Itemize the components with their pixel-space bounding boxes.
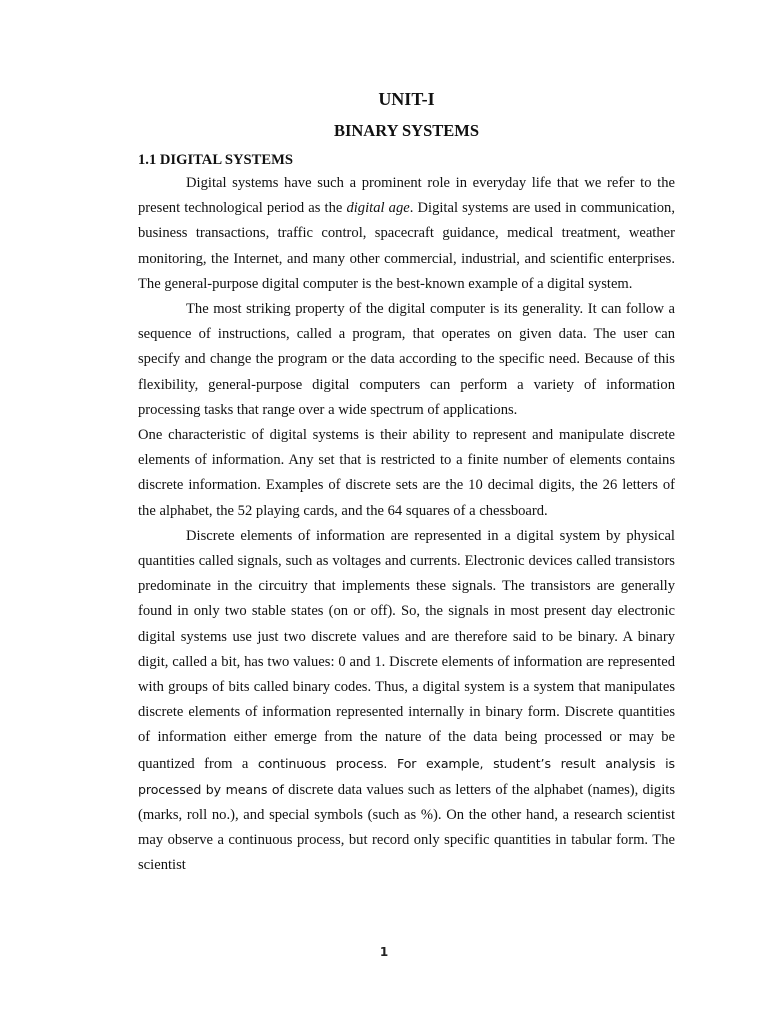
paragraph-text: . Digital systems are used in communication, business transactions, traffic control, spacecraft guidance, medical treatment, weather monitoring, the Internet, and many other commercial, industrial, and scientific enterprises. The general-purpose digital computer is the best-known example of a digital system. bbox=[138, 200, 675, 292]
page-content bbox=[138, 88, 675, 879]
paragraph-text-sans: continuous process. For example, student’s result analysis is processed by means of bbox=[138, 755, 675, 797]
paragraph-text: Discrete elements of information are represented in a digital system by physical quantities called signals, such as voltages and currents. Electronic devices called transistors predominate in the circuitry that implements these signals. The transistors are generally found in only two stable states (on or off). So, the signals in most present day electronic digital systems use just two discrete values and are therefore said to be binary. A binary digit, called a bit, has two values: 0 and 1. Discrete elements of information are represented with groups of bits called binary codes. Thus, a digital system is a system that manipulates discrete elements of information represented internally in binary form. Discrete quantities of information either emerge from the nature of the data being processed or may be quantized from a bbox=[138, 527, 675, 772]
page-number: 1 bbox=[379, 945, 389, 959]
emphasized-term: digital age bbox=[346, 200, 410, 217]
paragraph-discrete-elements: One characteristic of digital systems is their ability to represent and manipulate discrete elements of information. Any set that is restricted to a finite number of elements contains discrete information. Examples of discrete sets are the 10 decimal digits, the 26 letters of the alphabet, the 52 playing cards, and the 64 squares of a chessboard. bbox=[138, 427, 675, 519]
paragraph-digital-systems-intro bbox=[138, 171, 675, 297]
section-heading: 1.1 DIGITAL SYSTEMS bbox=[138, 152, 294, 168]
paragraph-generality: The most striking property of the digital computer is its generality. It can follow a sequence of instructions, called a program, that operates on given data. The user can specify and change the program or the data according to the specific need. Because of this flexibility, general-purpose digital computers can perform a variety of information processing tasks that range over a wide spectrum of applications. bbox=[138, 301, 675, 418]
paragraph-signals-binary bbox=[138, 524, 675, 879]
paragraph-text: discrete data values such as letters of the alphabet (names), digits (marks, roll no.), and special symbols (such as %). On the other hand, a research scientist may observe a continuous process, but record only specific quantities in tabular form. The scientist bbox=[138, 781, 675, 874]
chapter-title: BINARY SYSTEMS bbox=[333, 121, 480, 140]
paragraph-text: Digital systems have such a prominent role in everyday life that we refer to the present technological period as the bbox=[138, 175, 675, 217]
unit-title: UNIT-I bbox=[378, 89, 435, 109]
